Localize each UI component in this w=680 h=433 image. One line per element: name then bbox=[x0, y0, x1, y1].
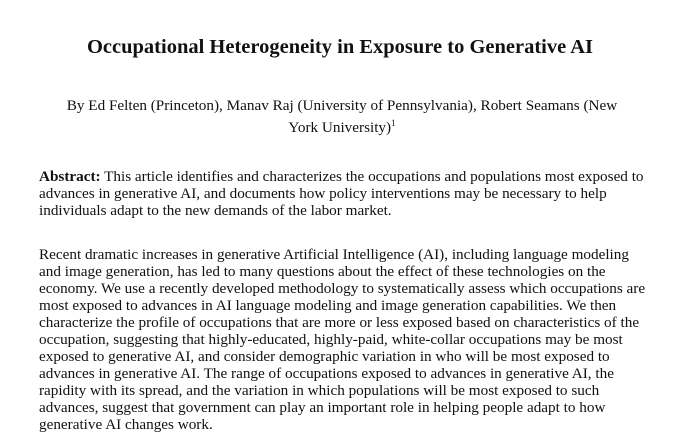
abstract-text: This article identifies and characterizes the occupations and populations most exposed to advances in generative AI, and documents how policy interventions may be necessary to help individuals adapt to the new demands of the labor market. bbox=[39, 168, 644, 219]
abstract bbox=[39, 168, 649, 219]
abstract-label: Abstract: bbox=[39, 168, 101, 185]
paper-title: Occupational Heterogeneity in Exposure to Generative AI bbox=[86, 36, 593, 58]
author-line bbox=[52, 95, 632, 139]
body-paragraph: Recent dramatic increases in generative Artificial Intelligence (AI), including language modeling and image generation, has led to many questions about the effect of these technologies on the economy. We use a recently developed methodology to systematically assess which occupations are most exposed to advances in AI language modeling and image generation capabilities. We then characterize the profile of occupations that are more or less exposed based on characteristics of the occupation, suggesting that highly-educated, highly-paid, white-collar occupations may be most exposed to generative AI, and consider demographic variation in who will be most exposed to advances in generative AI. The range of occupations exposed to advances in generative AI, the rapidity with its spread, and the variation in which populations will be most exposed to such advances, suggest that government can play an important role in helping people adapt to how generative AI changes work. bbox=[39, 246, 646, 433]
footnote-marker[interactable]: 1 bbox=[391, 117, 396, 128]
authors-text: By Ed Felten (Princeton), Manav Raj (University of Pennsylvania), Robert Seamans (New York University) bbox=[66, 97, 618, 136]
